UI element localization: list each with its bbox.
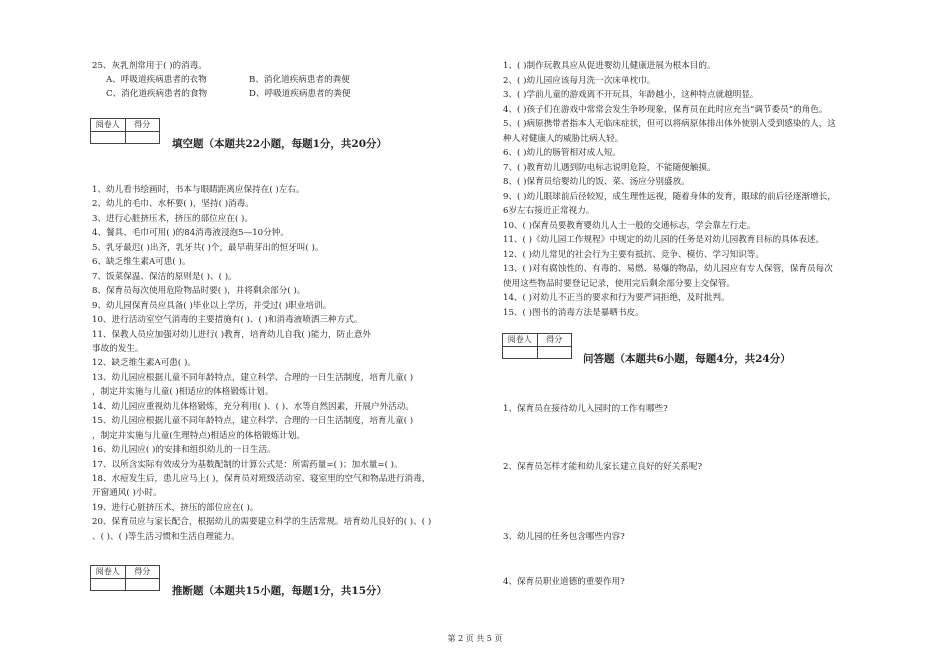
fill-item: 7、饭菜保温、保洁的原则是( )、( )。	[92, 271, 237, 282]
judge-item: 13、( )对有腐蚀性的、有毒的、易燃、易爆的物品，幼儿园应有专人保管，保育员每次	[503, 264, 833, 274]
option-a: A、呼吸道疾病患者的衣物	[106, 75, 207, 85]
page-footer: 第 2 页 共 5 页	[447, 634, 503, 643]
qa-item: 3、幼儿园的任务包含哪些内容?	[503, 532, 625, 542]
fill-item: 20、保育员应与家长配合，根据幼儿的需要建立科学的生活常规。培育幼儿良好的( )、( )	[92, 517, 432, 528]
fill-item: 12、缺乏维生素A可患( )。	[92, 358, 196, 369]
fill-item: 1、幼儿看书绘画时，书本与眼睛距离应保持在( )左右。	[92, 185, 305, 195]
judge-item: 15、( )图书的消毒方法是暴晒书皮。	[503, 307, 644, 318]
fill-item: 开窗通风( )小时。	[92, 488, 162, 499]
fill-item: 15、幼儿园应根据儿童不同年龄特点，建立科学、合理的一日生活制度，培育儿童( )	[92, 416, 414, 427]
score-label: 得分	[546, 335, 563, 345]
fill-item: 2、幼儿的毛巾、水杯要( )，坚持( )消毒。	[92, 199, 254, 210]
score-label: 得分	[134, 120, 151, 130]
score-cell[interactable]	[538, 347, 572, 359]
reviewer-cell[interactable]	[91, 579, 126, 591]
fill-item: 、( )、( )等生活习惯和生活自理能力。	[92, 531, 240, 542]
reviewer-label: 阅卷人	[91, 119, 126, 131]
fill-item: 14、幼儿园应重视幼儿体格锻炼，充分利用( )、( )、水等自然因素，开展户外活动。	[92, 401, 414, 412]
score-box	[90, 118, 160, 144]
reviewer-cell[interactable]	[503, 347, 538, 359]
qa-item: 1、保育员在接待幼儿入园时的工作有哪些?	[503, 404, 668, 414]
fill-item: ，制定并实施与儿童(生理特点)相适应的体格锻炼计划。	[92, 430, 305, 441]
fill-item: 13、幼儿园应根据儿童不同年龄特点，建立科学、合理的一日生活制度，培育儿童( )	[92, 372, 414, 383]
qa-item: 2、保育员怎样才能和幼儿家长建立良好的好关系呢?	[503, 462, 703, 472]
fill-item: 11、保教人员应加强对幼儿进行( )教育，培育幼儿自我( )能力，防止意外	[92, 329, 372, 340]
option-d: D、呼吸道疾病患者的粪便	[249, 89, 351, 99]
judge-item: 8、( )保育员给婴幼儿的饭、菜、汤应分别盛放。	[503, 177, 690, 187]
score-label: 得分	[134, 567, 151, 577]
judge-item: 11、( )《幼儿园工作规程》中规定的幼儿园的任务是对幼儿园教育目标的具体表述。	[503, 235, 825, 245]
fill-section-title: 填空题（本题共22小题，每题1分，共20分）	[172, 138, 388, 150]
judge-item: 9、( )幼儿眼球前后径较短，成生理性远视，随着身体的发育，眼球的前后径逐渐增长，	[503, 191, 836, 202]
score-box	[90, 565, 160, 591]
judge-item: 1、( )制作玩教具应从促进婴幼儿健康进展为根本目的。	[503, 61, 716, 71]
fill-item: 9、幼儿园保育员应具备( )毕业以上学历，并受过( )职业培训。	[92, 300, 332, 311]
reviewer-cell[interactable]	[91, 132, 126, 144]
fill-item: 事故的发生。	[92, 343, 144, 354]
reviewer-label: 阅卷人	[91, 566, 126, 578]
score-cell[interactable]	[126, 132, 160, 144]
judge-item: 2、( )幼儿园应该每月洗一次床单枕巾。	[503, 75, 656, 86]
option-c: C、消化道疾病患者的食物	[106, 89, 208, 99]
reviewer-label: 阅卷人	[503, 334, 538, 346]
fill-item: 3、进行心脏挤压术，挤压的部位应在( )。	[92, 213, 253, 224]
judge-item: 4、( )孩子们在游戏中常常会发生争吵现象，保育员在此时应充当“调节委员”的角色。	[503, 104, 828, 115]
score-box	[502, 333, 572, 359]
fill-item: 18、水痘发生后，患儿应马上( )，保育员对班级活动室、寝室里的空气和物品进行消毒，	[92, 474, 431, 484]
fill-item: 8、保育员每次使用危险物品时要( )，并将剩余部分( )。	[92, 286, 306, 297]
judge-item: 3、( )学前儿童的游戏离不开玩具，年龄越小，这种特点就越明显。	[503, 90, 759, 100]
fill-item: 5、乳牙最迟( )出齐，乳牙共( )个，最早萌芽出的恒牙叫( )。	[92, 242, 324, 253]
score-cell[interactable]	[126, 579, 160, 591]
fill-item: 17、以所含实际有效成分为基数配制的计算公式是：所需药量=( )；加水量=( )。	[92, 459, 403, 470]
judge-item: 14、( )对幼儿不正当的要求和行为要严词拒绝，及时批判。	[503, 293, 730, 303]
judge-item: 6、( )幼儿的肠管相对成人短。	[503, 148, 622, 158]
question-25-stem: 25、灰乳剂常用于( )的消毒。	[92, 61, 207, 71]
fill-item: 4、餐具、毛巾可用( )的84消毒液浸泡5—10分钟。	[92, 228, 289, 239]
option-b: B、消化道疾病患者的粪便	[249, 75, 350, 85]
judge-item: 12、( )幼儿常见的社会行为主要有抵抗、竞争、模仿、学习知识等。	[503, 249, 764, 260]
judge-item: 种人对健康人的威胁比病人轻。	[503, 133, 624, 144]
judge-item: 10、( )保育员要教育婴幼儿人士一般的交通标志，学会靠左行走。	[503, 220, 756, 231]
fill-item: 16、幼儿园应( )的安排和组织幼儿的一日生活。	[92, 445, 276, 456]
judge-item: 6岁左右接近正常视力。	[503, 206, 595, 216]
fill-item: 19、进行心脏挤压术，挤压的部位应在( )。	[92, 502, 259, 513]
qa-item: 4、保育员职业道德的重要作用?	[503, 577, 625, 587]
judge-item: 7、( )教育幼儿遇到防电标志说明危险，不能随便触摸。	[503, 162, 716, 173]
judge-section-title: 推断题（本题共15小题，每题1分，共15分）	[172, 585, 388, 597]
fill-item: ，制定并实施与儿童( )相适应的体格锻炼计划。	[92, 387, 274, 398]
qa-section-title: 问答题（本题共6小题，每题4分，共24分）	[583, 353, 791, 365]
judge-item: 使用这些物品时要登记记录，使用完后剩余部分要上交保管。	[503, 278, 736, 289]
fill-item: 6、缺乏维生素A可患( )。	[92, 257, 191, 268]
fill-item: 10、进行活动室空气消毒的主要措施有( )、( )和消毒液喷洒三种方式。	[92, 315, 363, 326]
judge-item: 5、( )病原携带者指本人无临床症状，但可以将病原体排出体外使别人受到感染的人，这	[503, 119, 836, 129]
